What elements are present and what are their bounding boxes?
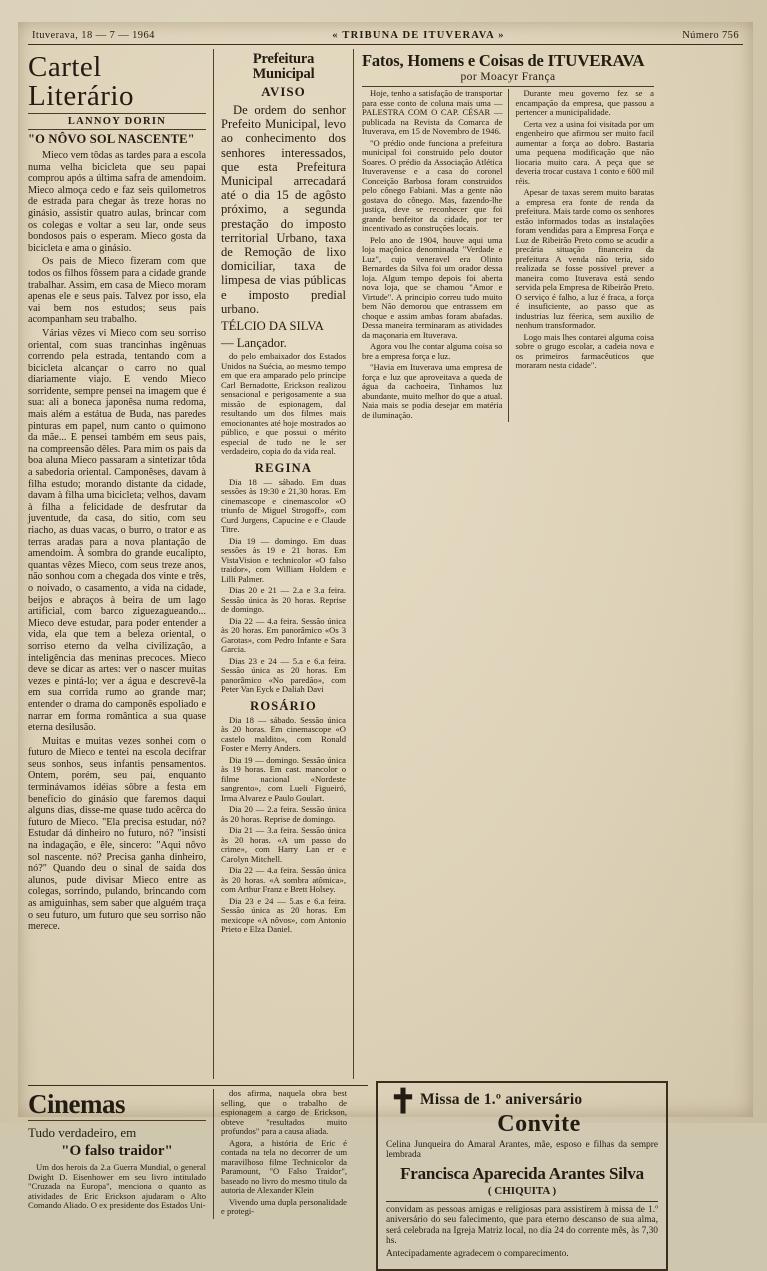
masthead-date: Ituverava, 18 — 7 — 1964 (32, 30, 155, 41)
obituary-header-row (386, 1084, 658, 1140)
masthead (28, 28, 743, 45)
cinemas-title: Cinemas (28, 1089, 125, 1119)
obituary-header: Missa de 1.º aniversário (420, 1091, 583, 1108)
rosario-title: ROSÁRIO (250, 698, 317, 713)
prefeitura-signature-role: — Lançador. (221, 336, 287, 351)
rosario-item: Dia 23 e 24 — 5.as e 6.a feira. Sessão única as 20 horas. Em mexicope «A nôvos», com Antonio Prieto e Elza Daniel. (221, 895, 346, 935)
rosario-item: Dia 19 — domingo. Sessão única às 19 horas. Em cast. mancolor o filme nacional «Nordeste sangrento», com Lueli Figueiró, Irma Alvarez e Paulo Goulart. (221, 754, 346, 803)
cartel-paragraph: Muitas e muitas vezes sonhei com o futuro de Mieco e tentei na escola decifrar seus sonhos, seus infantis pensamentos. Ontem, porém, seu pai, enquanto terminávamos idéias sôbre a festa em benefício do ginásio que faremos daqui alguns dias, disse-me quase tudo acêrca do futuro de Mieco. "Ela precisa estudar, nó? Estudar dá dinheiro no futuro, nó? "insisti na indagação, e êle, sincero: "Aqui nôvo sol nascente. nó? Precisa ganha dinheiro, nó?" Quando deu o sinal de saida dos alunos, pude divisar Mieco entre as colegas, sorrindo, pulando, brincando com as amiguinhas, sem saber que alguém traça o seu futuro, um futuro que seu sorriso não merece. (28, 735, 206, 933)
cinemas-paragraph: Agora, a história de Eric é contada na tela no decorrer de um maravilhoso filme Technicolor da Paramount, "O Falso Traidor", baseado no livro do mesmo titulo da autoria de Alexander Klein (221, 1137, 347, 1195)
regina-title: REGINA (254, 460, 313, 475)
cartel-title: Cartel Literário (28, 51, 134, 112)
fatos-paragraph: Certa vez a usina foi visitada por um engenheiro que afirmou ser muito facil aumentar a força ao dobro. Bastaria uma pequena modificação que não liocaria muito cara. A peça que se deveria trocar custava 1 conto e 600 mil réis. (515, 118, 654, 186)
fatos-subcolumns (362, 89, 654, 422)
fatos-paragraph: Apesar de taxas serem muito baratas a empresa era fonte de renda da prefeitura. Mais tarde como os senhores estão informados todas as instalações foram vendidas para a Empresa Força e Luz de Ribeirão Preto como se acudir a precária situação financeira da prefeitura A venda não teria, sido realizada se fosse possivel prever a maneira como Ituverava está sendo servida pela Empresa de Ribeirão Preto. O serviço é falho, a luz é fraca, a força é insuficiente, ao passo que as industrias luz féerica, sem auxilio de nenhum transformador. (515, 187, 654, 330)
regina-item: Dias 20 e 21 — 2.a e 3.a feira. Sessão única às 20 horas. Reprise de domingo. (221, 585, 346, 615)
masthead-title: « TRIBUNA DE ITUVERAVA » (332, 30, 505, 41)
fatos-title-part: Fatos, (362, 51, 404, 70)
fatos-title-part: Homens (407, 51, 464, 70)
obituary-line-2: convidam as pessoas amigas e religiosas para assistirem à missa de 1.º aniversário do seu falecimento, que para eterno descanso de sua alma, será celebrada na Igreja Matriz local, no dia 24 do corrente mês, às 7,30 hs. (386, 1204, 658, 1247)
column-fatos (354, 49, 654, 1079)
obituary-line-3: Antecipadamente agradecem o comparecimento. (386, 1249, 569, 1260)
fatos-title-part: ITUVERAVA (547, 51, 645, 70)
regina-item: Dia 18 — sábado. Em duas sessões às 19:30 e 21,30 horas. Em cinemascope e cinemascolor «O triunfo de Miguel Strogoff», com Curd Jurgens, Capucine e e Claude Titre. (221, 476, 346, 535)
fatos-title-part: Coisas (478, 51, 524, 70)
cross-icon: ✝ (388, 1084, 418, 1121)
prefeitura-signature: TÉLCIO DA SILVA (221, 319, 324, 334)
cinemas-subtitle-2: "O falso traidor" (61, 1143, 173, 1159)
fatos-paragraph: Agora vou lhe contar alguma coisa so bre a empresa força e luz. (362, 341, 503, 361)
divider (28, 129, 206, 130)
fatos-byline: por Moacyr França (460, 71, 556, 83)
fatos-paragraph: "O prédio onde funciona a prefeitura municipal foi construido pelo doutor Soares. O prédio da Associação Atlética Ituveravense e a casa do coronel Conceição Barbosa foram construidos pelo cônego Fabiani. Mas a gente não gostava do cônego. Mas, fazendo-lhe justiça, deve se reconhecer que foi grande benfeitor da cidade, por ter incentivado as construções locais. (362, 137, 503, 233)
rosario-item: Dia 18 — sábado. Sessão única às 20 horas. Em cinemascope «O castelo maldito», com Ronald Foster e Merry Anders. (221, 714, 346, 754)
cartel-paragraph: Os pais de Mieco fizeram com que todos os filhos fôssem para a cidade grande trabalhar. Assim, em casa de Mieco moram apenas ele e seus pais. Talvez por isso, ela vai bem nos estudos; seus pais acompanham seu trabalho. (28, 256, 206, 326)
regina-lead: do pelo embaixador dos Estados Unidos na Suécia, ao mesmo tempo em que era amparado pelo principe Carl Bernadotte, Erickson realizou sensacional e perigosamente a sua missão de espionagem, dal resultando um dos filmes mais emocionantes até hoje mostrados ao público, e que possui o mérito especial de tudo ne le ser verdadeiro, copia do da vida real. (221, 351, 346, 457)
obituary-convite: Convite (497, 1111, 581, 1137)
obituary-advertisement (376, 1081, 668, 1271)
divider (28, 113, 206, 114)
fatos-paragraph: "Havia em Ituverava uma empresa de força e luz que aproveitava a queda de água da cachoeira, Tinhamos luz abundante, muito melhor do que a atual. Naia mais se podia desejar em matéria de iluminação. (362, 362, 503, 420)
regina-item: Dia 22 — 4.a feira. Sessão única às 20 horas. Em panorâmico «Os 3 Garotas», com Pedro Infante e Sara Garcia. (221, 615, 346, 655)
cinemas-paragraph: Vivendo uma dupla personalidade e protegi- (221, 1196, 347, 1216)
obituary-nickname: ( CHIQUITA ) (487, 1184, 557, 1197)
column-cartel-literario (28, 49, 214, 1079)
fatos-paragraph: Hoje, tenho a satisfação de transportar para esse conto de coluna mais uma — PALESTRA COM O CAP. CÉSAR — publicada na Revista da Comarca de Ituverava, em 15 de Novembro de 1946. (362, 88, 503, 136)
cinemas-subtitle-1: Tudo verdadeiro, em (28, 1125, 137, 1140)
regina-item: Dias 23 e 24 — 5.a e 6.a feira. Sessão única as 20 horas. Em panorâmico «No paredão», com Peter Van Eyck e Daliah Davi (221, 655, 346, 695)
column-cinemas (28, 1089, 214, 1219)
cartel-paragraph: Mieco vem tôdas as tardes para a escola numa velha bicicleta que seu papai comprou após a última safra de amendoim. Mieco almoça cedo e faz seis quilometros de estrada para chegar às treze horas no ginásio, assistir quatro aulas, brincar com os colegas e voltar a seu lar, onde seus bondosos pais o esperam. Mieco gosta da bicicleta e ama o ginásio. (28, 150, 206, 254)
fatos-title-part: e (467, 51, 475, 70)
fatos-title (362, 52, 654, 69)
fatos-paragraph: Pelo ano de 1904, houve aqui uma loja maçônica denominada "Verdade e Luz", cujo veneravel era Olinto Bernardes da Silva foi um orador dessa loja. Algum tempo depois foi aberta nova loja, que se chamou "Amor e Virtude". A principio correu tudo muito bem Não demorou que entrassem em choque e assim ambas foram abafadas. Dessa maneira terminaram as atividades da maçonaria em Ituverava. (362, 234, 503, 340)
obituary-line-1: Celina Junqueira do Amaral Arantes, mãe, esposo e filhas da sempre lembrada (386, 1140, 658, 1161)
prefeitura-subtitle: AVISO (261, 84, 306, 99)
prefeitura-title: Prefeitura Municipal (252, 51, 315, 82)
rosario-item: Dia 20 — 2.a feira. Sessão única às 20 horas. Reprise de domingo. (221, 804, 346, 824)
obituary-name: Francisca Aparecida Arantes Silva (400, 1163, 644, 1183)
prefeitura-body: De ordem do senhor Prefeito Municipal, levo ao conhecimento dos senhores interessados, que esta Prefeitura Municipal arrecadará até o dia 15 de agôsto próximo, a segunda prestação do imposto territorial Urbano, taxa de Remoção de lixo domiciliar, taxa de limpesa de vias públicas e imposto predial urbano. (221, 103, 346, 316)
regina-item: Dia 19 — domingo. Em duas sessões às 19 e 21 horas. Em VistaVision e technicolor «O falso traidor», com William Holdem e Lilli Palmer. (221, 535, 346, 584)
divider (362, 86, 654, 87)
newspaper-sheet (18, 22, 753, 1260)
fatos-title-part: de (527, 51, 544, 70)
divider (386, 1201, 658, 1202)
fatos-paragraph: Durante meu governo fez se a encampação da empresa, que passou a pertencer a municipalidade. (515, 88, 654, 117)
rosario-item: Dia 22 — 4.a feira. Sessão única às 20 horas. «A sombra atômica», com Arthur Franz e Brett Holsey. (221, 865, 346, 895)
rosario-item: Dia 21 — 3.a feira. Sessão única às 20 horas. «A um passo do crime», com Harry Lan er e Carolyn Mitchell. (221, 825, 346, 864)
column-prefeitura (214, 49, 354, 1079)
cartel-author: LANNOY DORIN (67, 116, 167, 127)
cinemas-paragraph: dos afirma, naquela obra best selling, que o trabalho de espionagem a cargo de Erickson, obteve "resultados muito profundos" para a causa aliada. (221, 1088, 347, 1136)
cartel-subtitle: "O NÔVO SOL NASCENTE" (28, 132, 195, 146)
cinemas-paragraph: Um dos herois da 2.a Guerra Mundial, o general Dwight D. Eisenhower em seu livro intitulado "Cruzada na Europa", menciona o quanto as atividades de Eric Erickson ajudaram o Alto Comando Aliado. O ex presidente dos Estados Uni- (28, 1162, 206, 1210)
fatos-subcolumn-left (362, 89, 508, 422)
page-columns (28, 49, 743, 1079)
fatos-paragraph: Logo mais lhes contarei alguma coisa sobre o grugo escolar, a cadeia nova e os primeiros farmacêuticos que moraram nesta cidade". (515, 331, 654, 370)
fatos-subcolumn-right (508, 89, 654, 422)
cartel-paragraph: Várias vêzes vi Mieco com seu sorriso oriental, com suas trancinhas ingênuas correndo pela estrada, tentando com a bicicleta alcançar o carro no qual diariamente viajo. E vendo Mieco sorridente, sempre pensei na imagem que é sua: ali a boneca japonêsa numa redoma, mais além a estátua de Buda, nas paredes pinturas em papel, num canto o quimono da mãe... E pensei também em seus pais, na compreensão dêles. Para mim os pais da boa aluna Mieco passaram a sintetizar tôda a sabedoria oriental. Camponêses, davam à filha estudo; morando distante da cidade, davam à filha uma bicicleta; velhos, davam à filha a felicidade de desfrutar da juventude, da casa, do sitio, com seu riacho, as duas vacas, o burro, o trator e as terras aradas para a nova plantação de amendoim. À sombra do grande eucalipto, quantas vêzes Mieco, com seus treze anos, não sonhou com a chegada dos vinte e três, o noivado, o casamento, a vida na cidade, beijos e abraços à beira de um lago artificial, com barco ziguezagueando... Mieco deve estudar, para poder entender a vida, ela que tem a beleza oriental, o sorriso eterno da velha civilização, a inteligência das meninas precoces. Mieco deve se dicar as artes: ver o nascer muitas vezes e pintá-lo; ver a água e descrevê-la em sua corrida rumo ao grande mar; entender o drama do camponês espoliado e narrar em forma romântica a sua quase eterna desilusão. (28, 327, 206, 734)
masthead-number: Número 756 (682, 30, 739, 41)
divider (28, 1120, 206, 1121)
cinemas-continuation (214, 1089, 354, 1219)
